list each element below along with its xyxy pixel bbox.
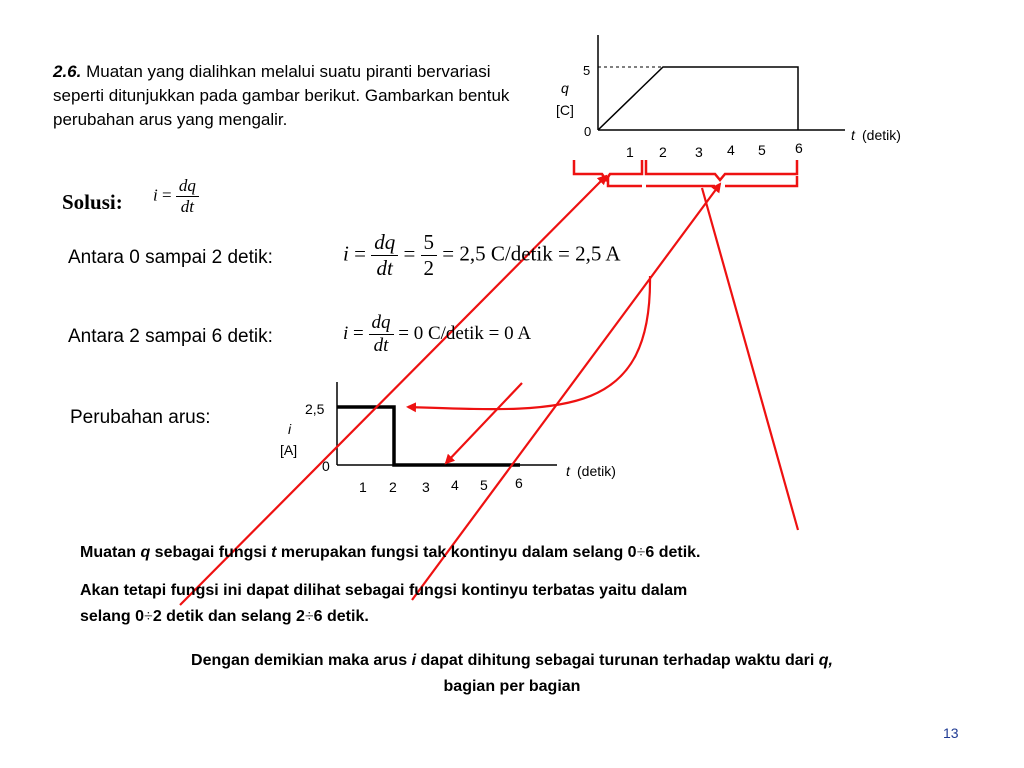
interval2-value2: 0 (504, 322, 514, 344)
formula-den: dt (176, 196, 199, 217)
note3-q: q, (818, 652, 833, 669)
charge-x-tick-5: 5 (758, 142, 766, 158)
note2-divide-symbol-1: ÷ (144, 608, 153, 625)
interval1-value1: 2,5 (459, 241, 486, 266)
note3-line2: bagian per bagian (443, 678, 581, 695)
interval2-unit2: A (517, 322, 532, 344)
note1-part-a: Muatan (80, 544, 141, 561)
current-x-tick-5: 5 (480, 477, 488, 493)
current-x-tick-6: 6 (515, 475, 523, 491)
interval1-eq1: = (354, 241, 366, 266)
note1-divide-symbol: ÷ (636, 544, 646, 561)
brace-2-6 (646, 160, 797, 180)
note2-line2 (80, 604, 960, 630)
interval2-lhs: i (343, 322, 349, 344)
charge-y-var: q (561, 80, 569, 96)
formula-fraction (176, 176, 199, 217)
note2-part-a: selang 0 (80, 608, 145, 625)
note3-part-b: dapat dihitung sebagai turunan terhadap waktu dari (416, 652, 819, 669)
interval2-unit1: C/detik (427, 322, 484, 344)
current-y-unit: [A] (280, 442, 298, 458)
arrow-interval2-to-graph (446, 383, 522, 463)
note1-part-c: merupakan fungsi tak kontinyu dalam selang 0 (276, 544, 637, 561)
formula-num: dq (178, 176, 196, 195)
charge-chart (556, 35, 901, 160)
note1-q: q (140, 544, 151, 561)
interval1-eq4: = (557, 241, 570, 266)
current-chart (280, 382, 616, 495)
current-x-var: t (566, 463, 570, 479)
note2-divide-symbol-2: ÷ (304, 608, 314, 625)
note3-i: i (411, 652, 417, 669)
interval1-eq2: = (403, 241, 416, 266)
interval1-fraction (371, 230, 398, 281)
interval1-equation (343, 230, 621, 281)
charge-y-unit: [C] (556, 102, 574, 118)
note1-part-d: 6 detik. (645, 544, 701, 561)
problem-text: Muatan yang dialihkan melalui suatu piranti bervariasi seperti ditunjukkan pada gambar berikut. Gambarkan bentuk perubahan arus yang mengalir. (53, 62, 510, 129)
line-brace-to-note (702, 188, 798, 530)
interval2-den: dt (369, 334, 394, 357)
note-3 (0, 648, 1024, 700)
interval2-equation (343, 312, 531, 357)
current-curve (337, 407, 520, 465)
problem-number: 2.6. (53, 62, 82, 81)
interval1-unit2: A (605, 241, 621, 266)
interval2-eq2: = (398, 322, 409, 344)
note1-t: t (271, 544, 277, 561)
current-x-tick-2: 2 (389, 479, 397, 495)
interval2-eq1: = (353, 322, 364, 344)
charge-x-tick-2: 2 (659, 144, 667, 160)
brace-2-6-lower-right (725, 176, 797, 186)
interval1-lhs: i (343, 241, 349, 266)
interval2-label: Antara 2 sampai 6 detik: (68, 326, 273, 347)
current-x-tick-4: 4 (451, 477, 459, 493)
charge-y-tick-5: 5 (583, 63, 591, 78)
interval1-eq3: = (442, 241, 455, 266)
note-1 (80, 540, 960, 566)
note-2 (80, 578, 960, 630)
note3-line1 (0, 648, 1024, 674)
interval1-den2: 2 (421, 255, 438, 281)
current-change-label: Perubahan arus: (70, 407, 211, 428)
interval-braces (574, 160, 797, 186)
charge-curve (598, 67, 798, 130)
current-x-tick-3: 3 (422, 479, 430, 495)
note2-line1: Akan tetapi fungsi ini dapat dilihat sebagai fungsi kontinyu terbatas yaitu dalam (80, 582, 688, 599)
current-y-tick-0: 0 (322, 458, 330, 474)
formula-eq: = (161, 185, 172, 205)
interval2-fraction (369, 312, 394, 357)
interval1-fraction2 (421, 230, 438, 281)
solution-formula (153, 176, 199, 217)
charge-x-tick-1: 1 (626, 144, 634, 160)
current-y-var: i (288, 421, 292, 437)
page-number: 13 (943, 725, 959, 741)
interval1-label: Antara 0 sampai 2 detik: (68, 247, 273, 268)
charge-x-unit: (detik) (862, 127, 901, 143)
charge-x-tick-4: 4 (727, 142, 735, 158)
charge-x-tick-3: 3 (695, 144, 703, 160)
current-y-tick-25: 2,5 (305, 401, 325, 417)
interval1-num2: 5 (423, 230, 435, 254)
current-x-unit: (detik) (577, 463, 616, 479)
note3-part-a: Dengan demikian maka arus (191, 652, 412, 669)
note2-part-b: 2 detik dan selang 2 (152, 608, 305, 625)
formula-lhs: i (153, 185, 158, 205)
note1-part-b: sebagai fungsi (150, 544, 272, 561)
charge-x-tick-6: 6 (795, 140, 803, 156)
interval1-unit1: C/detik (490, 241, 553, 266)
note2-part-c: 6 detik. (313, 608, 369, 625)
interval2-num: dq (371, 312, 391, 333)
interval1-value2: 2,5 (575, 241, 602, 266)
interval1-num: dq (374, 230, 396, 254)
charge-y-tick-0: 0 (584, 124, 592, 139)
charge-x-var: t (851, 127, 855, 143)
brace-0-2-lower (608, 176, 642, 186)
interval1-den: dt (371, 255, 398, 281)
interval2-eq3: = (488, 322, 500, 344)
interval2-value1: 0 (413, 322, 424, 344)
current-x-tick-1: 1 (359, 479, 367, 495)
solution-heading: Solusi: (62, 190, 123, 214)
